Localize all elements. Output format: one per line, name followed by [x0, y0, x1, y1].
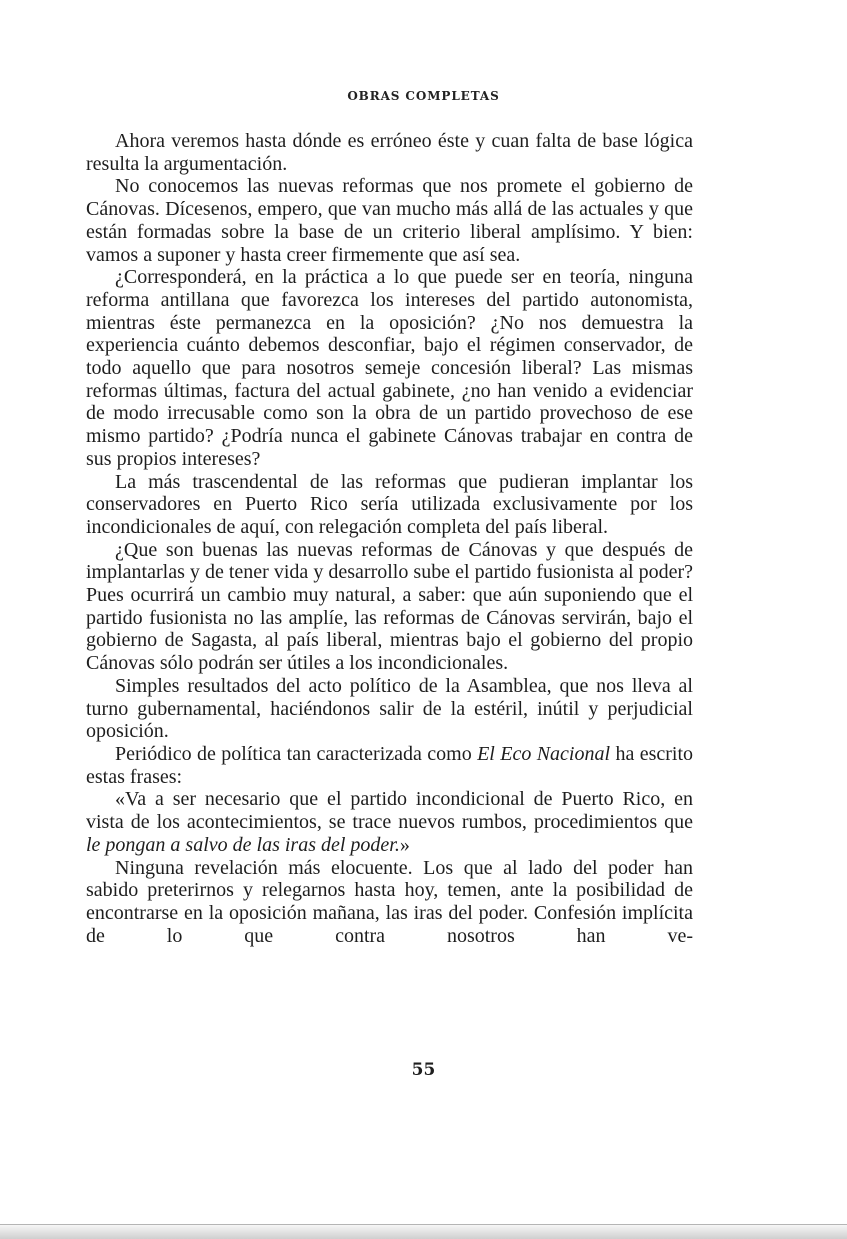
body-text: [86, 130, 693, 947]
text-run: »: [399, 833, 410, 856]
paragraph-canovas-reforms: No conocemos las nuevas reformas que nos promete el gobierno de Cánovas. Dícesenos, empero, que van mucho más allá de las actuales y que están formadas sobre la base de un criterio liberal amplísimo. Y bien: vamos a suponer y hasta creer firmemente que así sea.: [86, 175, 693, 266]
page-bottom-edge: [0, 1224, 847, 1239]
paragraph-conservative-reforms: La más trascendental de las reformas que pudieran implantar los conservadores en Puerto Rico sería utilizada exclusivamente por los incondicionales de aquí, con relegación completa del país liberal.: [86, 470, 693, 538]
quoted-emphasis: le pongan a salvo de las iras del poder.: [86, 833, 400, 856]
paragraph-assembly-results: Simples resultados del acto político de la Asamblea, que nos lleva al turno gubernamental, haciéndonos salir de la estéril, inútil y perjudicial oposición.: [86, 674, 693, 743]
paragraph-fusionist-power: ¿Que son buenas las nuevas reformas de Cánovas y que después de implantarlas y de tener vida y desarrollo sube el partido fusionista al poder? Pues ocurrirá un cambio muy natural, a saber: que aún suponiendo que el partido fusionista no las amplíe, las reformas de Cánovas servirán, bajo el gobierno de Sagasta, al país liberal, mientras bajo el gobierno del propio Cánovas sólo podrán ser útiles a los incondicionales.: [86, 538, 693, 675]
paragraph-eco-nacional: [86, 743, 693, 788]
text-run: «Va a ser necesario que el partido incondicional de Puerto Rico, en vista de los acontecimientos, se trace nuevos rumbos, procedimientos que: [86, 788, 693, 834]
text-run: Periódico de política tan caracterizada como: [115, 742, 478, 765]
paragraph-revelation: Ninguna revelación más elocuente. Los que al lado del poder han sabido preterirnos y relegarnos hasta hoy, temen, ante la posibilidad de encontrarse en la oposición mañana, las iras del poder. Confesión implícita de lo que contra nosotros han ve-: [86, 856, 693, 947]
newspaper-title: El Eco Nacional: [477, 742, 611, 765]
paragraph-argument-error: Ahora veremos hasta dónde es erróneo éste y cuan falta de base lógica resulta la argumentación.: [86, 130, 693, 175]
paragraph-quotation: [86, 788, 693, 856]
running-head: OBRAS COMPLETAS: [347, 89, 500, 103]
text-run: ha escrito estas frases:: [86, 742, 694, 788]
page-number: 55: [411, 1060, 436, 1080]
paragraph-practice-vs-theory: ¿Corresponderá, en la práctica a lo que puede ser en teoría, ninguna reforma antillana que favorezca los intereses del partido autonomista, mientras éste permanezca en la oposición? ¿No nos demuestra la experiencia cuánto debemos desconfiar, bajo el régimen conservador, de todo aquello que para nosotros semeje concesión liberal? Las mismas reformas últimas, factura del actual gabinete, ¿no han venido a evidenciar de modo irrecusable como son la obra de un partido provechoso de ese mismo partido? ¿Podría nunca el gabinete Cánovas trabajar en contra de sus propios intereses?: [86, 266, 693, 470]
